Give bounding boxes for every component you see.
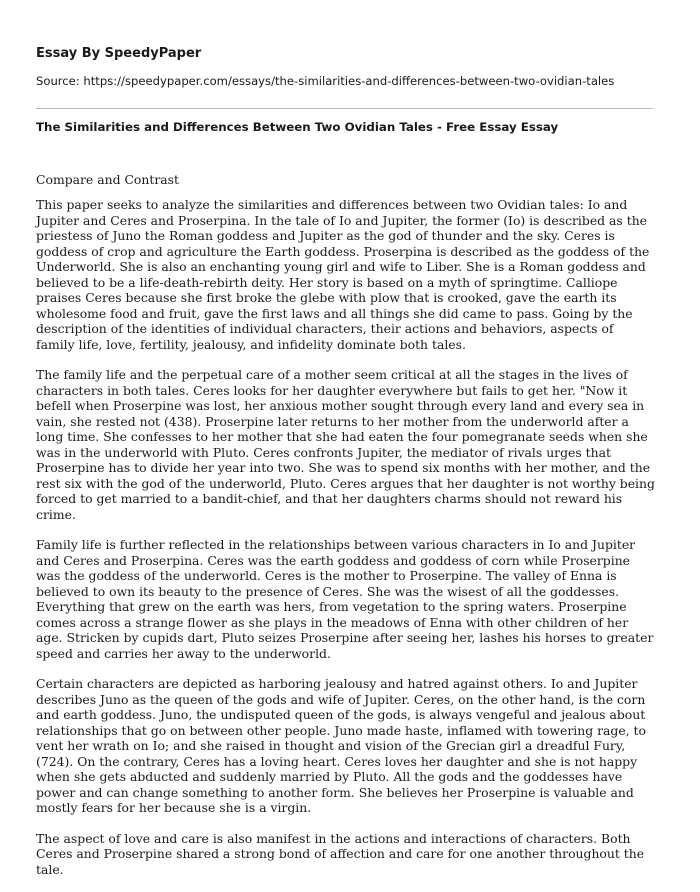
source-line: Source: https://speedypaper.com/essays/the-similarities-and-differences-between-two-ovidian-tales	[36, 74, 615, 88]
essay-subheading: Compare and Contrast	[36, 172, 179, 187]
essay-paragraph: The aspect of love and care is also manifest in the actions and interactions of characters. Both Ceres and Proserpine shared a strong bond of affection and care for one another throughout the tale.	[36, 830, 645, 877]
header-divider	[36, 108, 653, 109]
essay-paragraph: Family life is further reflected in the relationships between various characters in Io and Jupiter and Ceres and Proserpina. Ceres was the earth goddess and goddess of corn while Proserpine was the goddess of the underworld. Ceres is the mother to Proserpine. The valley of Enna is believed to own its beauty to the presence of Ceres. She was the wisest of all the goddesses. Everything that grew on the earth was hers, from vegetation to the spring waters. Proserpine comes across a strange flower as she plays in the meadows of Enna with other children of her age. Stricken by cupids dart, Pluto seizes Proserpine after seeing her, lashes his horses to greater speed and carries her away to the underworld.	[36, 537, 654, 661]
essay-body	[36, 172, 656, 892]
essay-title: The Similarities and Differences Between Two Ovidian Tales - Free Essay Essay	[36, 120, 559, 134]
brand-title: Essay By SpeedyPaper	[36, 46, 202, 61]
essay-paragraph: The family life and the perpetual care of a mother seem critical at all the stages in the lives of characters in both tales. Ceres looks for her daughter everywhere but fails to get her. "Now it befell when Proserpine was lost, her anxious mother sought through every land and every sea in vain, she rested not (438). Proserpine later returns to her mother from the underworld after a long time. She confesses to her mother that she had eaten the four pomegranate seeds when she was in the underworld with Pluto. Ceres confronts Jupiter, the mediator of rivals urges that Proserpine has to divide her year into two. She was to spend six months with her mother, and the rest six with the god of the underworld, Pluto. Ceres argues that her daughter is not worthy being forced to get married to a bandit-chief, and that her daughters charms should not reward his crime.	[36, 367, 655, 522]
essay-paragraph: Certain characters are depicted as harboring jealousy and hatred against others. Io and Jupiter describes Juno as the queen of the gods and wife of Jupiter. Ceres, on the other hand, is the corn and earth goddess. Juno, the undisputed queen of the gods, is always vengeful and jealous about relationships that go on between other people. Juno made haste, inflamed with towering rage, to vent her wrath on Io; and she raised in thought and vision of the Grecian girl a dreadful Fury, (724). On the contrary, Ceres has a loving heart. Ceres loves her daughter and she is not happy when she gets abducted and suddenly married by Pluto. All the gods and the goddesses have power and can change something to another form. She believes her Proserpine is valuable and mostly fears for her because she is a virgin.	[36, 676, 646, 815]
essay-paragraph: This paper seeks to analyze the similarities and differences between two Ovidian tales: Io and Jupiter and Ceres and Proserpina. In the tale of Io and Jupiter, the former (Io) is described as the priestess of Juno the Roman goddess and Jupiter as the god of thunder and the sky. Ceres is goddess of crop and agriculture the Earth goddess. Proserpina is described as the goddess of the Underworld. She is also an enchanting young girl and wife to Liber. She is a Roman goddess and believed to be a life-death-rebirth deity. Her story is based on a myth of springtime. Calliope praises Ceres because she first broke the glebe with plow that is crooked, gave the earth its wholesome food and fruit, gave the first laws and all things she did came to pass. Going by the description of the identities of individual characters, their actions and behaviors, aspects of family life, love, fertility, jealousy, and infidelity dominate both tales.	[36, 197, 650, 352]
